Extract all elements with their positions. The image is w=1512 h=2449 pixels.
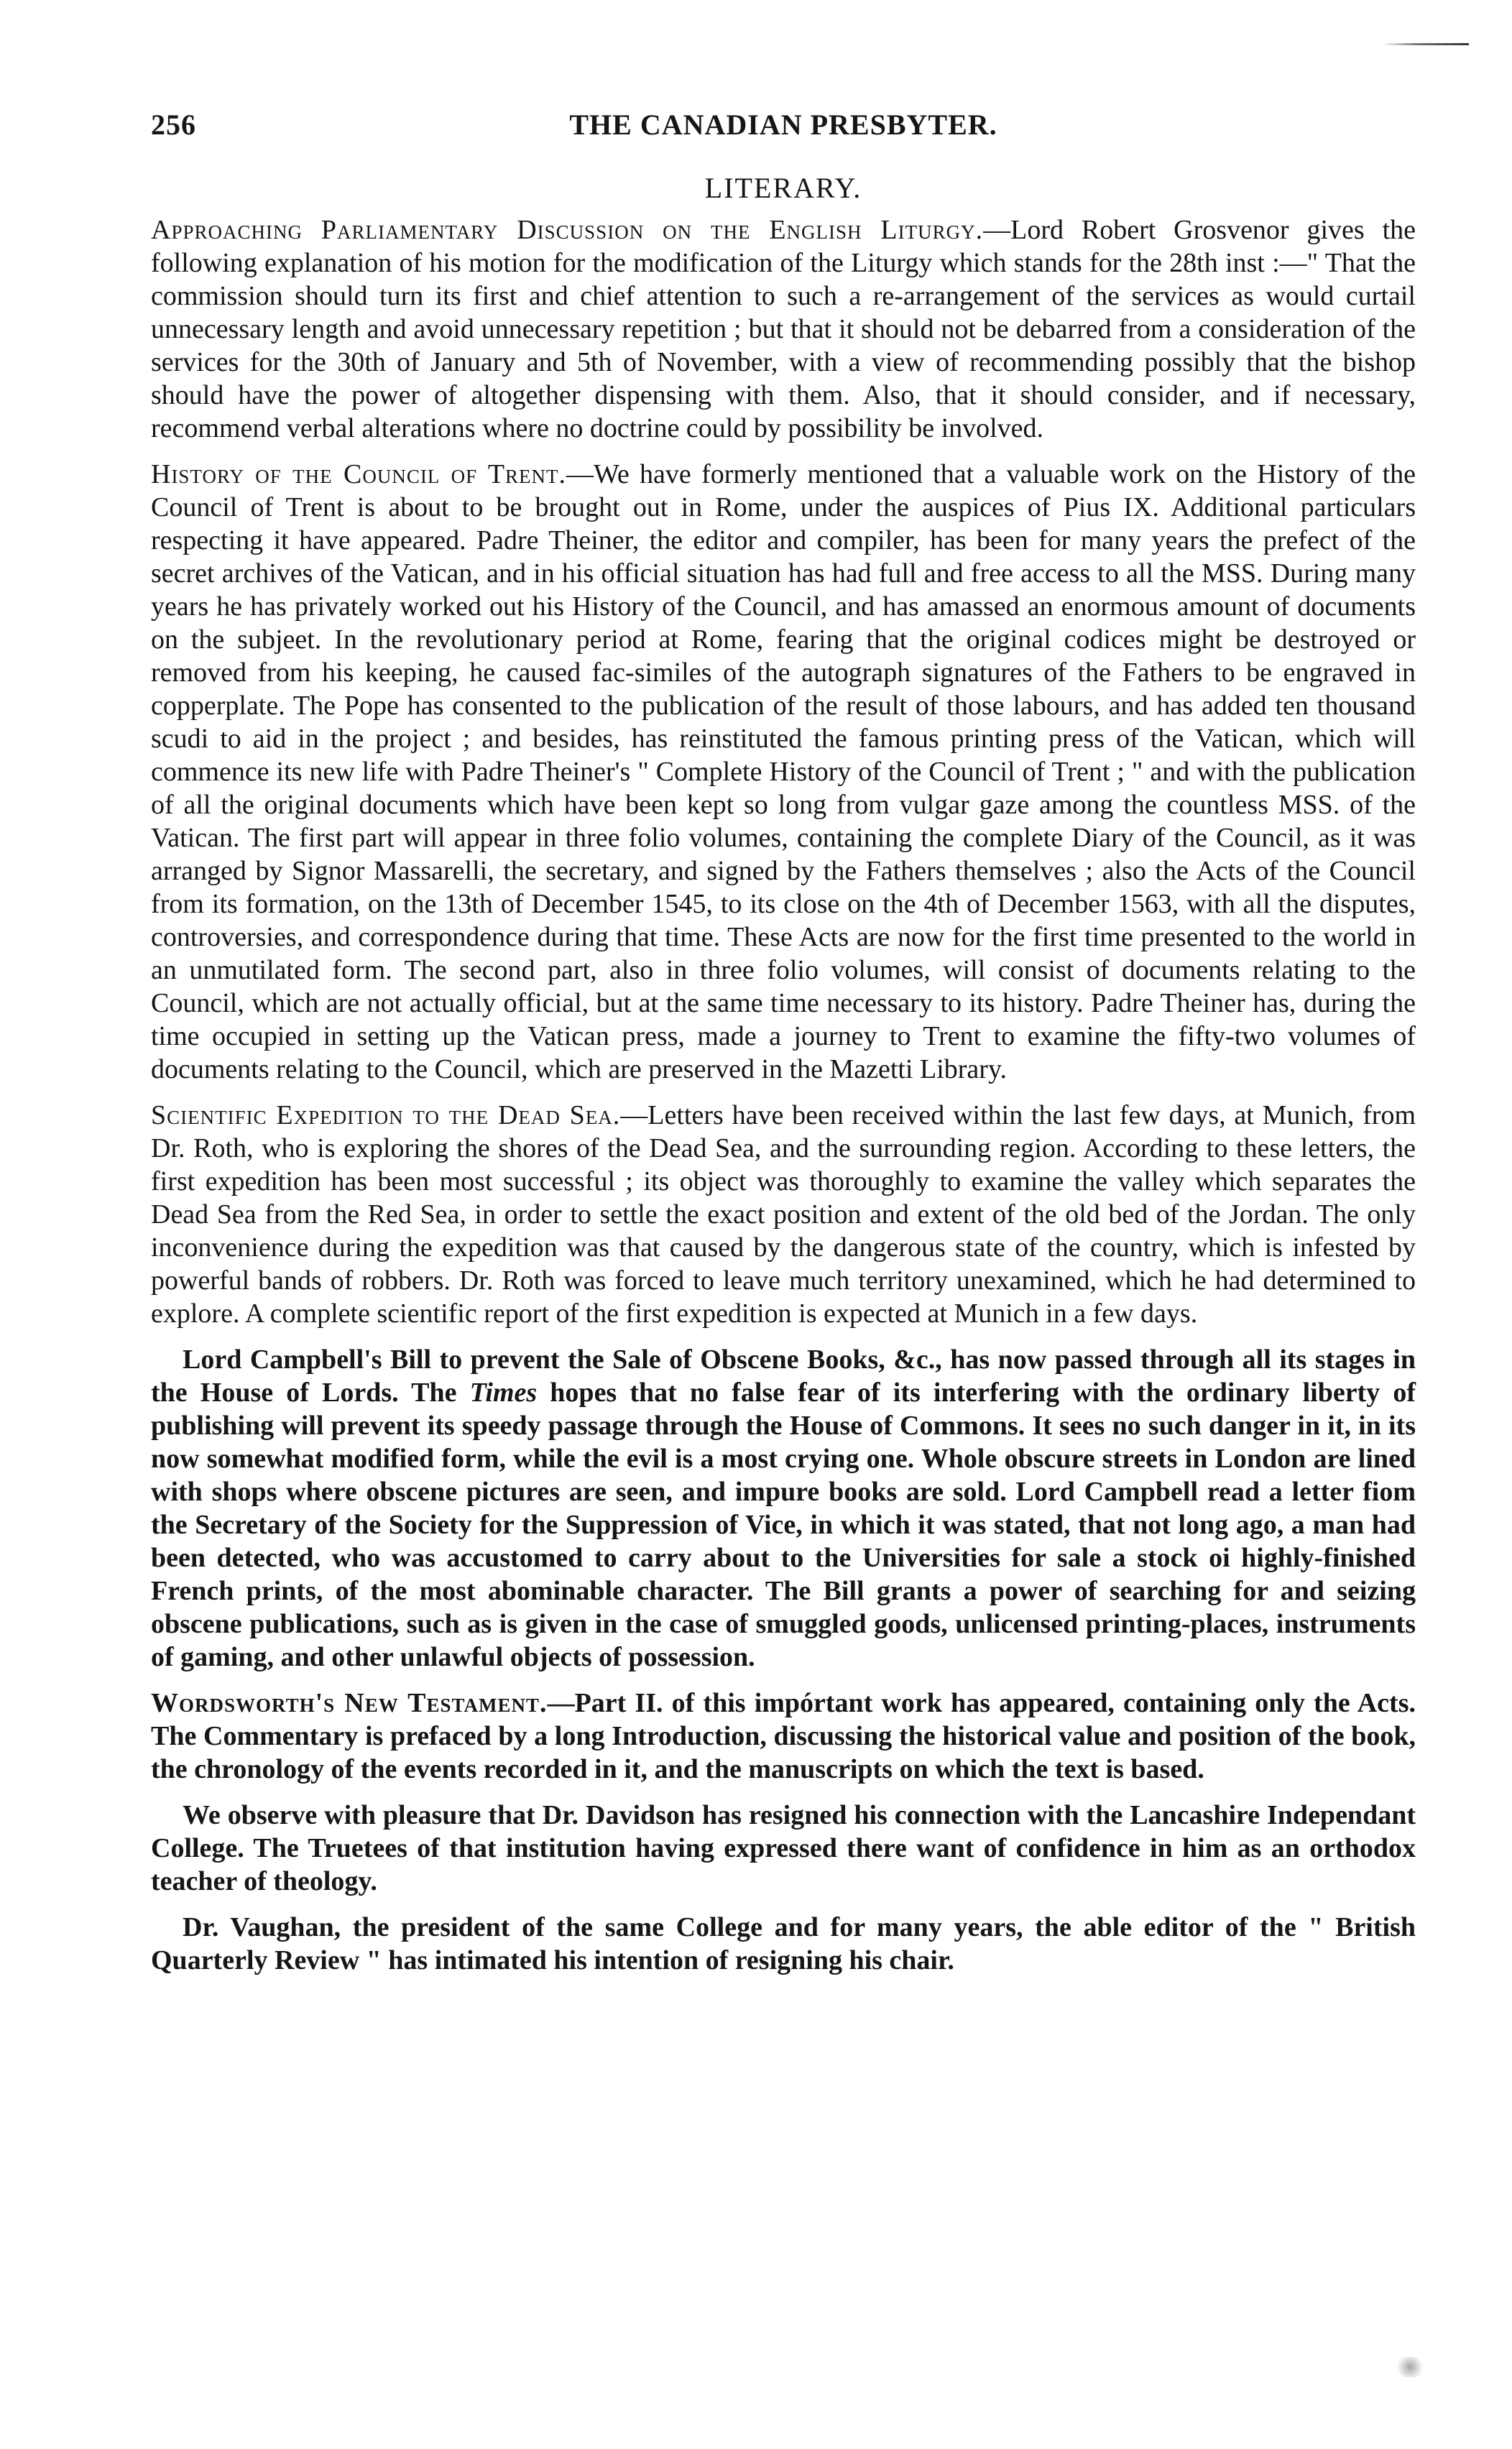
article-body: —Lord Robert Grosvenor gives the following explanation of his motion for the modification of the Liturgy which stands for the 28th inst :—" That the commission should turn its first and chief attention to such a re-arrangement of the services as would curtail unnecessary length and avoid unnecessary repetition ; but that it should not be debarred from a consideration of the services for the 30th of January and 5th of November, with a view of recommending possibly that the bishop should have the power of altogether dispensing with them. Also, that it should consider, and if necessary, recommend verbal alterations where no doctrine could by possibility be involved. xyxy=(151,215,1416,443)
scan-edge-mark xyxy=(1383,43,1469,45)
article-heading: Wordsworth's New Testament. xyxy=(151,1688,548,1718)
article-wordsworth-testament xyxy=(151,1687,1416,1786)
scan-speck xyxy=(1394,2357,1426,2377)
article-liturgy-discussion xyxy=(151,213,1416,445)
document-page xyxy=(151,101,1416,2386)
article-obscene-books-bill xyxy=(151,1343,1416,1674)
article-body: —We have formerly mentioned that a valuable work on the History of the Council of Trent is about to be brought out in Rome, under the auspices of Pius IX. Additional particulars respecting it have appeared. Padre Theiner, the editor and compiler, has been for many years the prefect of the secret archives of the Vatican, and in his official situation has had full and free access to all the MSS. During many years he has privately worked out his History of the Council, and has amassed an enormous amount of documents on the subjeet. In the revolutionary period at Rome, fearing that the original codices might be destroyed or removed from his keeping, he caused fac-similes of the autograph signatures of the Fathers to be engraved in copperplate. The Pope has consented to the publication of the result of those labours, and has added ten thousand scudi to aid in the project ; and besides, has reinstituted the famous printing press of the Vatican, which will commence its new life with Padre Theiner's " Complete History of the Council of Trent ; " and with the publication of all the original documents which have been kept so long from vulgar gaze among the countless MSS. of the Vatican. The first part will appear in three folio volumes, containing the complete Diary of the Council, as it was arranged by Signor Massarelli, the secretary, and signed by the Fathers themselves ; also the Acts of the Council from its formation, on the 13th of December 1545, to its close on the 4th of December 1563, with all the disputes, controversies, and correspondence during that time. These Acts are now for the first time presented to the world in an unmutilated form. The second part, also in three folio volumes, will consist of documents relating to the Council, which are not actually official, but at the same time necessary to its history. Padre Theiner has, during the time occupied in setting up the Vatican press, made a journey to Trent to examine the fifty-two volumes of documents relating to the Council, which are preserved in the Mazetti Library. xyxy=(151,459,1416,1084)
article-vaughan-resignation xyxy=(151,1911,1416,1977)
running-head xyxy=(151,101,1416,158)
article-heading: Approaching Parliamentary Discussion on the English Liturgy. xyxy=(151,215,984,245)
section-title: LITERARY. xyxy=(704,172,862,204)
journal-title: THE CANADIAN PRESBYTER. xyxy=(569,109,997,141)
page-number: 256 xyxy=(151,109,196,141)
article-heading: Scientific Expedition to the Dead Sea. xyxy=(151,1100,621,1130)
article-heading: History of the Council of Trent. xyxy=(151,459,567,489)
article-body: We observe with pleasure that Dr. Davidson has resigned his connection with the Lancashire Independant College. The Truetees of that institution having expressed there want of confidence in him as an orthodox teacher of theology. xyxy=(151,1800,1416,1896)
article-body: Dr. Vaughan, the president of the same College and for many years, the able editor of the " British Quarterly Review " has intimated his intention of resigning his chair. xyxy=(151,1912,1416,1975)
article-body: Lord Campbell's Bill to prevent the Sale of Obscene Books, &c., has now passed through all its stages in the House of Lords. The xyxy=(151,1345,1416,1408)
newspaper-title: Times xyxy=(469,1378,538,1408)
article-dead-sea-expedition xyxy=(151,1099,1416,1330)
article-body: —Part II. of this impórtant work has appeared, containing only the Acts. The Commentary is prefaced by a long Introduction, discussing the historical value and position of the book, the chronology of the events recorded in it, and the manuscripts on which the text is based. xyxy=(151,1688,1416,1784)
article-council-of-trent xyxy=(151,458,1416,1086)
article-body: —Letters have been received within the last few days, at Munich, from Dr. Roth, who is exploring the shores of the Dead Sea, and the surrounding region. According to these letters, the first expedition has been most successful ; its object was thoroughly to examine the valley which separates the Dead Sea from the Red Sea, in order to settle the exact position and extent of the old bed of the Jordan. The only inconvenience during the expedition was that caused by the dangerous state of the country, which is infested by powerful bands of robbers. Dr. Roth was forced to leave much territory unexamined, which he had determined to explore. A complete scientific report of the first expedition is expected at Munich in a few days. xyxy=(151,1100,1416,1329)
article-body-continued: hopes that no false fear of its interfering with the ordinary liberty of publishing will prevent its speedy passage through the House of Commons. It sees no such danger in it, in its now somewhat modified form, while the evil is a most crying one. Whole obscure streets in London are lined with shops where obscene pictures are seen, and impure books are sold. Lord Campbell read a letter fiom the Secretary of the Society for the Suppression of Vice, in which it was stated, that not long ago, a man had been detected, who was accustomed to carry about to the Universities for sale a stock oi highly-finished French prints, of the most abominable character. The Bill grants a power of searching for and seizing obscene publications, such as is given in the case of smuggled goods, unlicensed printing-places, instruments of gaming, and other unlawful objects of possession. xyxy=(151,1378,1416,1672)
article-davidson-resignation xyxy=(151,1799,1416,1898)
